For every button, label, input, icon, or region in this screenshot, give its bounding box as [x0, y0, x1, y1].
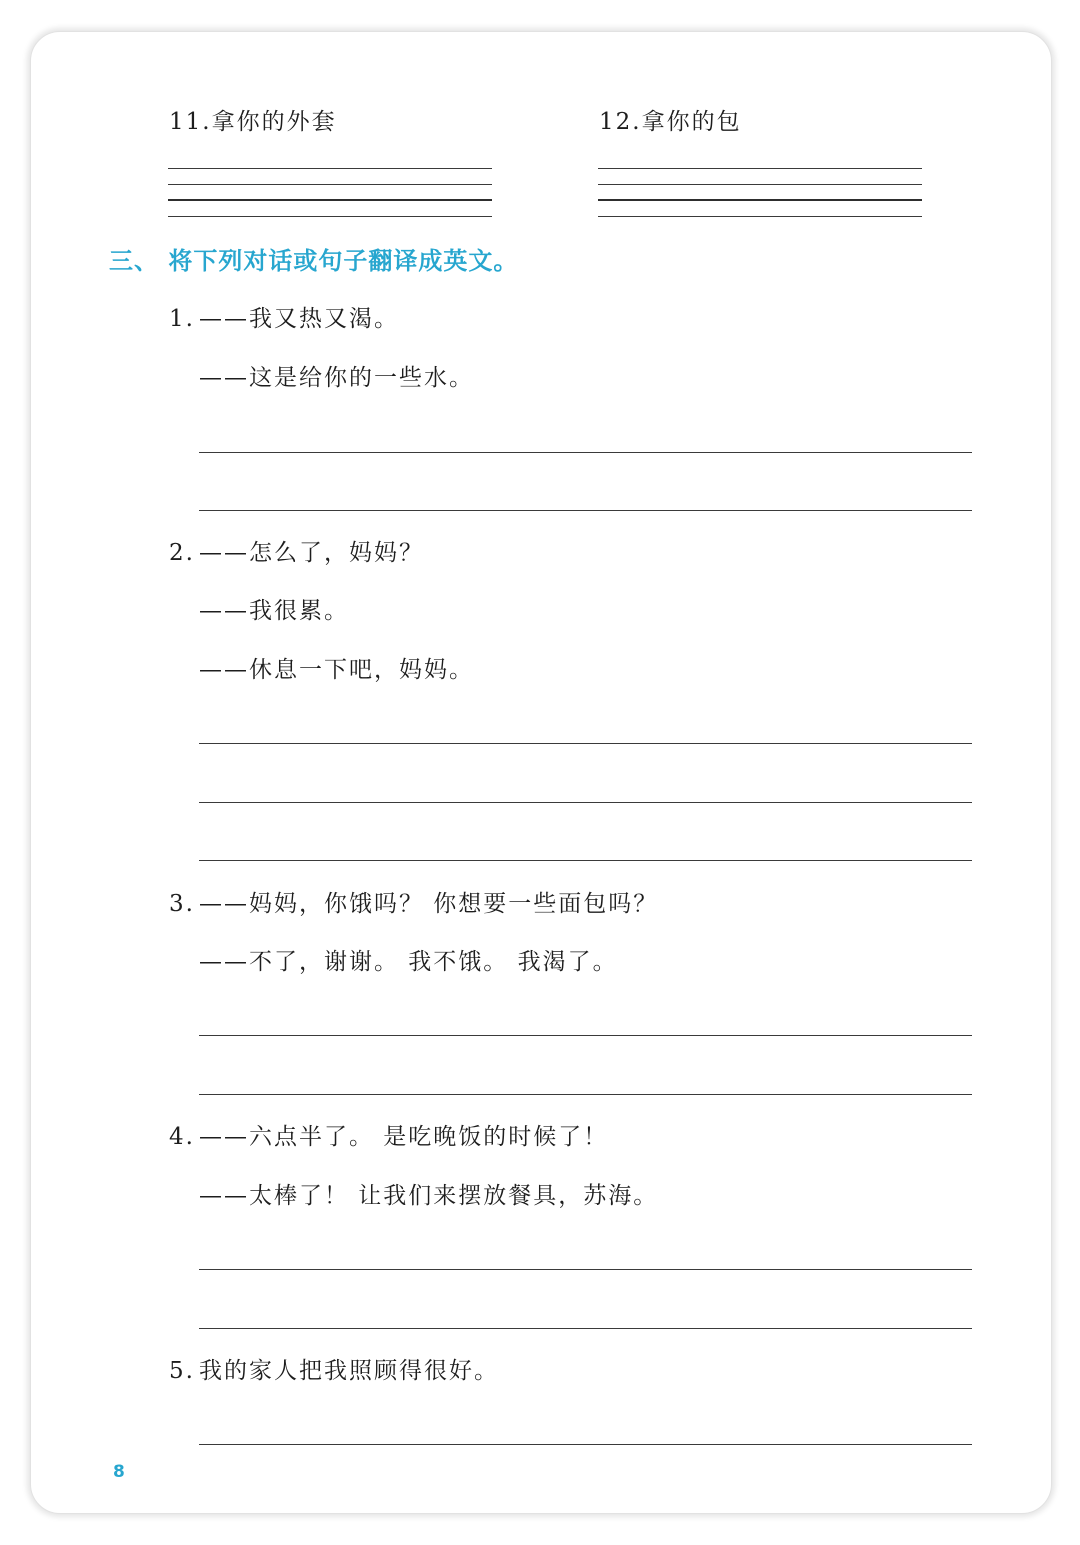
- question-2-number: 2.: [169, 540, 195, 566]
- question-2-line-2: ——我很累。: [199, 598, 349, 624]
- answer-line[interactable]: [199, 1035, 972, 1036]
- item-text: 拿你的外套: [211, 109, 337, 135]
- question-5-line-1: 我的家人把我照顾得很好。: [199, 1358, 499, 1384]
- answer-line[interactable]: [199, 1094, 972, 1095]
- question-1-line-2: ——这是给你的一些水。: [199, 365, 474, 391]
- answer-line[interactable]: [199, 452, 972, 453]
- tracing-line-base: [598, 199, 922, 201]
- question-3-line-2: ——不了，谢谢。 我不饿。 我渴了。: [199, 949, 618, 975]
- page-number: 8: [113, 1462, 125, 1482]
- tracing-line: [168, 168, 492, 169]
- question-4-line-2: ——太棒了！ 让我们来摆放餐具，苏海。: [199, 1183, 659, 1209]
- item-text: 拿你的包: [641, 109, 742, 135]
- question-5-number: 5.: [169, 1358, 195, 1384]
- question-3-line-1: ——妈妈，你饿吗？ 你想要一些面包吗？: [199, 891, 659, 917]
- tracing-line: [598, 168, 922, 169]
- question-4-line-1: ——六点半了。 是吃晚饭的时候了！: [199, 1124, 609, 1150]
- answer-line[interactable]: [199, 1444, 972, 1445]
- tracing-line: [168, 216, 492, 217]
- answer-line[interactable]: [199, 743, 972, 744]
- tracing-item-12: [599, 108, 742, 136]
- answer-line[interactable]: [199, 1328, 972, 1329]
- tracing-line: [598, 184, 922, 185]
- question-2-line-3: ——休息一下吧，妈妈。: [199, 657, 474, 683]
- answer-line[interactable]: [199, 802, 972, 803]
- tracing-line-base: [168, 199, 492, 201]
- question-1-number: 1.: [169, 306, 195, 332]
- item-number: 12.: [599, 109, 642, 135]
- question-1-line-1: ——我又热又渴。: [199, 306, 399, 332]
- question-4-number: 4.: [169, 1124, 195, 1150]
- question-3-number: 3.: [169, 891, 195, 917]
- question-2-line-1: ——怎么了，妈妈？: [199, 540, 424, 566]
- tracing-line: [168, 184, 492, 185]
- answer-line[interactable]: [199, 1269, 972, 1270]
- answer-line[interactable]: [199, 510, 972, 511]
- answer-line[interactable]: [199, 860, 972, 861]
- worksheet-page: [30, 31, 1052, 1514]
- section-title: 三、 将下列对话或句子翻译成英文。: [109, 247, 519, 275]
- tracing-item-11: [169, 108, 337, 136]
- item-number: 11.: [169, 109, 212, 135]
- tracing-line: [598, 216, 922, 217]
